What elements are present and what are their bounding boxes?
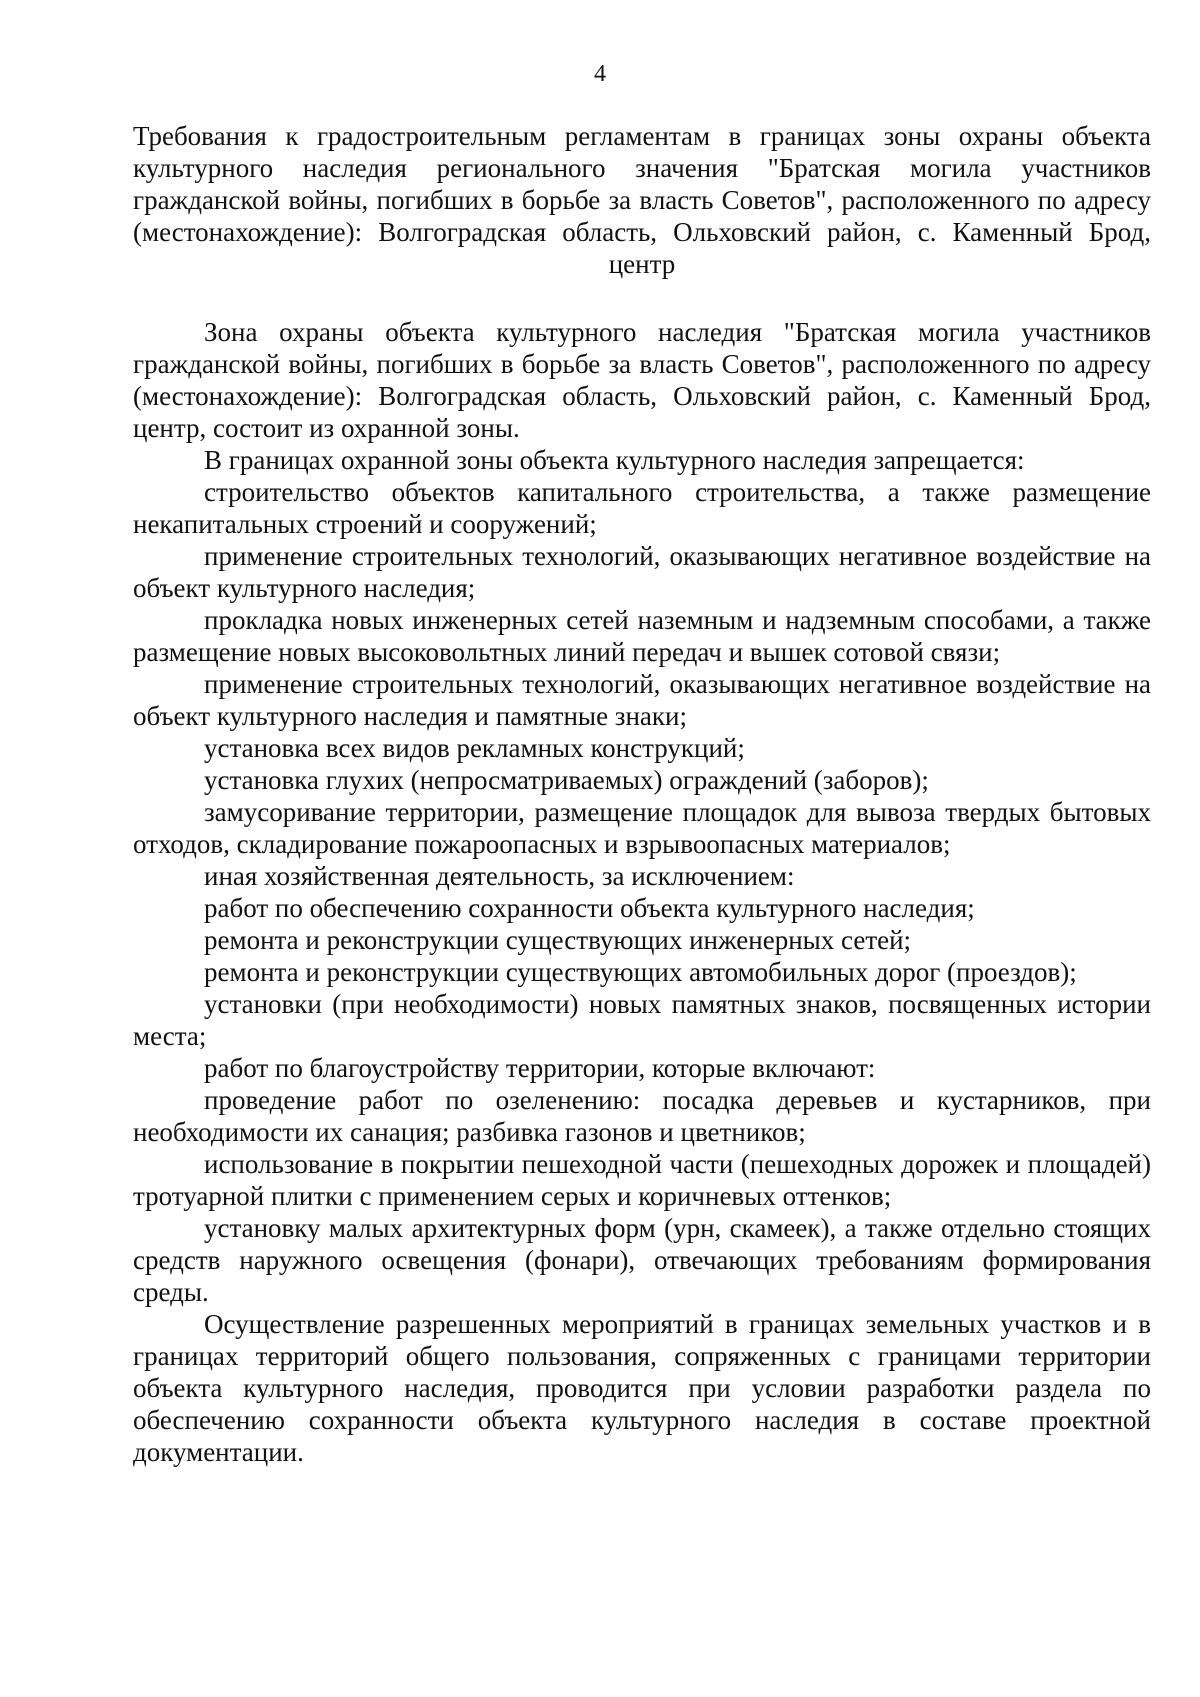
- document-body: [133, 316, 1151, 1468]
- paragraph: прокладка новых инженерных сетей наземным и надземным способами, а также размещение новых высоковольтных линий передач и вышек сотовой связи;: [133, 605, 1151, 667]
- paragraph: установки (при необходимости) новых памятных знаков, посвященных истории места;: [133, 989, 1151, 1051]
- paragraph: иная хозяйственная деятельность, за исключением:: [204, 861, 795, 891]
- paragraph: применение строительных технологий, оказывающих негативное воздействие на объект культурного наследия и памятные знаки;: [133, 669, 1151, 731]
- paragraph: ремонта и реконструкции существующих автомобильных дорог (проездов);: [204, 957, 1077, 987]
- paragraph: установка глухих (непросматриваемых) ограждений (заборов);: [204, 765, 929, 795]
- paragraph: Зона охраны объекта культурного наследия "Братская могила участников гражданской войны, погибших в борьбе за власть Советов", расположенного по адресу (местонахождение): Волгоградская область, Ольховский район, с. Каменный Брод, центр, состоит из охранной зоны.: [133, 317, 1151, 443]
- paragraph: применение строительных технологий, оказывающих негативное воздействие на объект культурного наследия;: [133, 541, 1151, 603]
- paragraph: установку малых архитектурных форм (урн, скамеек), а также отдельно стоящих средств наружного освещения (фонари), отвечающих требованиям формирования среды.: [133, 1213, 1151, 1307]
- paragraph: ремонта и реконструкции существующих инженерных сетей;: [204, 925, 912, 955]
- paragraph: В границах охранной зоны объекта культурного наследия запрещается:: [204, 445, 1025, 475]
- document-title: Требования к градостроительным регламентам в границах зоны охраны объекта культурного наследия регионального значения "Братская могила участников гражданской войны, погибших в борьбе за власть Советов", расположенного по адресу (местонахождение): Волгоградская область, Ольховский район, с. Каменный Брод, центр: [133, 121, 1151, 279]
- paragraph: работ по благоустройству территории, которые включают:: [204, 1053, 876, 1083]
- page-number: 4: [594, 61, 606, 87]
- paragraph: строительство объектов капитального строительства, а также размещение некапитальных строений и сооружений;: [133, 477, 1151, 539]
- paragraph: установка всех видов рекламных конструкций;: [204, 733, 745, 763]
- paragraph: работ по обеспечению сохранности объекта культурного наследия;: [204, 893, 975, 923]
- paragraph: Осуществление разрешенных мероприятий в границах земельных участков и в границах территорий общего пользования, сопряженных с границами территории объекта культурного наследия, проводится при условии разработки раздела по обеспечению сохранности объекта культурного наследия в составе проектной документации.: [133, 1309, 1151, 1467]
- paragraph: замусоривание территории, размещение площадок для вывоза твердых бытовых отходов, складирование пожароопасных и взрывоопасных материалов;: [133, 797, 1151, 859]
- paragraph: проведение работ по озеленению: посадка деревьев и кустарников, при необходимости их санация; разбивка газонов и цветников;: [133, 1085, 1151, 1147]
- paragraph: использование в покрытии пешеходной части (пешеходных дорожек и площадей) тротуарной плитки с применением серых и коричневых оттенков;: [133, 1149, 1151, 1211]
